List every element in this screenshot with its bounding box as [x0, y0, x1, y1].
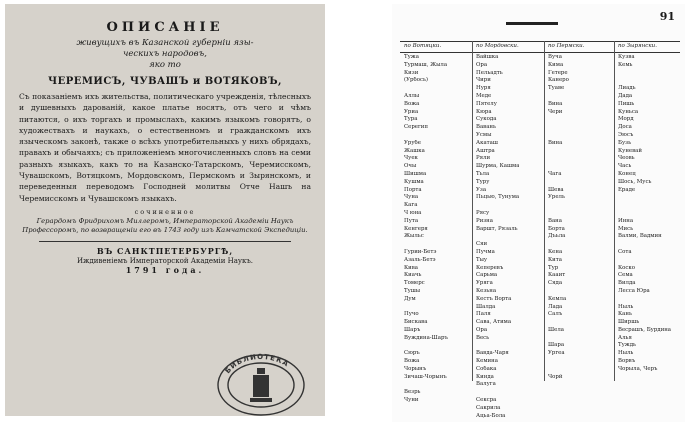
description-paragraph: Съ показаніемъ ихъ жительства, политическаго учрежденія, тѣлесныхъ и душевныхъ дарованій, какое платье носятъ, отъ чего и чѣмъ питаются, о ихъ торгахъ и промыслахъ, какимъ языкомъ говорятъ, о художествахъ и наукахъ, о естественномъ и гражданскомъ ихъ языческомъ законѣ, также о всѣхъ употребительныхъ у нихъ обрядахъ, правахъ и обычаяхъ; съ приложеніемъ многочисленныхъ словъ на семи разныхъ языкахъ, какъ то на Казанско-Татарскомъ, Черемисскомъ, Чувашскомъ, Вотяцкомъ, Мордовскомъ, Пермскомъ и Зырянскомъ, и переведенныя переводомъ Господней молитвы Отче Нашъ на Черемисскомъ и Чувашскомъ языкахъ.	[19, 92, 311, 203]
word-entry	[618, 202, 671, 210]
word-entry: Чири	[476, 77, 491, 84]
word-entry	[548, 155, 569, 163]
column-divider	[472, 41, 473, 381]
word-entry: Шаръ	[404, 326, 421, 333]
word-entry: Кеперевъ	[476, 264, 504, 271]
word-entry: Валуга	[476, 381, 496, 388]
word-entry: Шела	[548, 326, 564, 333]
word-entry: Акаташ	[476, 139, 498, 146]
subtitle-line: яко то	[149, 60, 181, 70]
word-entry: Дада	[618, 92, 633, 99]
word-entry: Уза	[476, 186, 487, 193]
word-entry: Чорй	[548, 373, 563, 380]
word-entry: Ризна	[476, 217, 493, 224]
word-column-votyak	[404, 54, 448, 405]
word-entry: Жашка	[404, 147, 425, 154]
word-entry	[476, 233, 519, 241]
word-entry: Вайшка	[476, 54, 499, 60]
word-entry: Морд	[618, 116, 634, 123]
word-entry: Сяи	[476, 241, 488, 248]
word-entry: Борта	[548, 225, 565, 232]
word-column-mordvin	[476, 54, 519, 420]
word-entry: Аллы	[404, 92, 420, 99]
word-entry: Ныль	[618, 303, 634, 310]
word-entry: Вина	[548, 100, 563, 107]
word-entry	[618, 77, 671, 85]
word-entry: Ч юна	[404, 209, 422, 216]
word-entry: Меде	[476, 92, 492, 99]
word-entry	[548, 163, 569, 171]
subtitle-line: живущихъ въ Казанской губерніи язы-	[76, 38, 254, 48]
word-entry: Шось, Мусь	[618, 178, 652, 185]
word-entry: Паля	[476, 311, 491, 318]
word-entry: Чери	[548, 108, 563, 115]
word-entry	[618, 241, 671, 249]
word-entry	[618, 210, 671, 218]
word-entry: Усмы	[476, 131, 492, 138]
word-entry: Везрь	[404, 389, 421, 396]
subtitle	[19, 38, 311, 71]
word-entry: Кузва	[618, 54, 635, 60]
word-entry: Чеовь	[618, 155, 635, 162]
word-entry: Вожа	[404, 358, 420, 365]
imprint-press: Иждивеніемъ Императорской Академіи Наукъ.	[76, 256, 254, 265]
column-header-mordvin: по Мордовски.	[476, 43, 519, 49]
word-entry: Очы	[404, 163, 417, 170]
word-column-perm	[548, 54, 569, 381]
word-entry: Тыу	[476, 256, 488, 263]
word-entry: Кемина	[476, 358, 498, 365]
word-entry: Ераде	[618, 186, 636, 193]
word-entry: Нуря	[476, 85, 491, 92]
word-entry: Гетере	[548, 69, 568, 76]
word-entry: Сексра	[476, 397, 497, 404]
word-entry	[404, 85, 448, 93]
word-entry: Тушы	[404, 287, 421, 294]
word-entry: Пельадть	[476, 69, 503, 76]
word-entry: Азаль-Бетэ	[404, 256, 436, 263]
word-entry: Чась	[618, 163, 632, 170]
word-entry: Ацьа-Бола	[476, 412, 506, 419]
column-header-perm: по Пермски.	[548, 43, 585, 49]
word-entry: Сяда	[548, 280, 563, 287]
word-entry: Кемла	[548, 295, 567, 302]
word-entry: Кена	[548, 248, 563, 255]
word-entry	[404, 241, 448, 249]
word-entry: Чуна	[404, 194, 419, 201]
word-entry: Чорыла, Черъ	[618, 365, 658, 372]
book-title: ОПИСАНІЕ	[106, 20, 224, 35]
word-entry: Кива	[404, 264, 419, 271]
word-entry: Шишма	[404, 170, 427, 177]
word-entry	[404, 304, 448, 312]
word-entry: Кааит	[548, 272, 566, 279]
word-entry: Ширшь	[618, 319, 640, 326]
table-header-line	[400, 52, 680, 53]
word-entry: Лиадь	[618, 85, 636, 92]
word-entry: Варшт, Рязаль	[476, 225, 518, 232]
word-entry	[476, 342, 519, 350]
word-entry: Туру	[476, 178, 490, 185]
word-entry: Бузь	[618, 139, 632, 146]
word-entry	[404, 342, 448, 350]
word-entry: Коско	[618, 264, 636, 271]
library-stamp	[215, 352, 307, 416]
word-entry: Урель	[548, 194, 565, 201]
word-entry: Чага	[548, 170, 562, 177]
word-entry: Канеро	[548, 77, 569, 84]
word-entry: Бискава	[404, 319, 428, 326]
word-entry	[404, 381, 448, 389]
word-entry: Уряга	[476, 280, 493, 287]
word-entry	[548, 358, 569, 366]
word-entry: Туаве	[548, 85, 565, 92]
word-entry	[548, 241, 569, 249]
word-entry: Эюсъ	[618, 131, 634, 138]
word-entry: Сукода	[476, 116, 497, 123]
word-entry: Шурма, Кашма	[476, 163, 520, 170]
word-entry: Томерс	[404, 280, 425, 287]
word-entry: Турмаш, Жыла	[404, 61, 448, 68]
word-entry: Ворвъ	[618, 358, 636, 365]
word-entry: Вана	[548, 217, 562, 224]
word-entry: (Урбось)	[404, 77, 428, 84]
word-entry: Сарьма	[476, 272, 498, 279]
word-entry	[476, 202, 519, 210]
word-entry	[618, 296, 671, 304]
word-entry: Куневай	[618, 147, 642, 154]
word-entry: Пучо	[404, 311, 419, 318]
word-entry: Кима	[548, 61, 564, 68]
column-header-zyryan: по Зырянски.	[618, 43, 657, 49]
word-entry	[618, 374, 671, 382]
word-entry: Тур	[548, 264, 559, 271]
word-entry: Дум	[404, 295, 416, 302]
word-entry: Алья	[618, 334, 632, 341]
word-entry	[548, 366, 569, 374]
column-divider	[544, 41, 545, 381]
word-entry: Салъ	[548, 311, 563, 318]
word-entry: Тьла	[476, 170, 490, 177]
word-entry: Пьцью, Тунума	[476, 194, 520, 201]
word-entry: Киачь	[404, 272, 422, 279]
word-entry	[548, 116, 569, 124]
imprint-year: 1791 года.	[125, 264, 205, 275]
word-entry	[548, 335, 569, 343]
word-column-zyryan	[618, 54, 671, 389]
page-number: 91	[659, 10, 675, 23]
word-entry: Шара	[548, 342, 565, 349]
word-entry	[548, 179, 569, 187]
word-entry	[548, 319, 569, 327]
word-entry: Чуек	[404, 155, 418, 162]
word-entry: Рясу	[476, 209, 490, 216]
word-entry: Сема	[618, 272, 633, 279]
word-entry	[618, 381, 671, 389]
word-entry: Собака	[476, 365, 497, 372]
word-entry: Пятелу	[476, 100, 497, 107]
word-entry: Серегип	[404, 124, 428, 131]
word-entry: Дъьла	[548, 233, 566, 240]
word-entry: Кемь	[618, 61, 633, 68]
word-entry: Ныль	[618, 350, 634, 357]
word-entry	[476, 389, 519, 397]
stamp-text: БИБЛИОТЕКА	[223, 352, 291, 376]
word-entry: Шалда	[476, 303, 496, 310]
word-entry	[548, 148, 569, 156]
word-entry: Пута	[404, 217, 419, 224]
word-entry: Вавань	[476, 124, 496, 131]
word-entry: Доса	[618, 124, 632, 131]
word-entry	[618, 70, 671, 78]
word-entry: Вавда-Чаря	[476, 350, 509, 357]
composed-label: сочиненное	[134, 207, 196, 216]
word-entry	[548, 124, 569, 132]
word-entry: Зичаш-Чорынъ	[404, 373, 447, 380]
word-entry: Ора	[476, 61, 488, 68]
word-entry: Кестъ Ворта	[476, 295, 512, 302]
header-rule	[506, 22, 558, 25]
imprint-place: ВЪ САНКТПЕТЕРБУРГѢ,	[96, 245, 234, 256]
word-entry	[548, 210, 569, 218]
word-entry: Кань	[618, 311, 632, 318]
word-entry: Аштра	[476, 147, 495, 154]
word-entry: Вожа	[404, 100, 420, 107]
word-entry: Урубе	[404, 139, 421, 146]
word-entry: Конец	[618, 170, 636, 177]
word-entry: Сюръ	[404, 350, 420, 357]
word-entry: Уриа	[404, 108, 419, 115]
word-entry	[548, 288, 569, 296]
word-entry: Кюра	[476, 108, 492, 115]
word-entry: Чуни	[404, 397, 419, 404]
word-entry: Мись	[618, 225, 634, 232]
word-entry: Сота	[618, 248, 632, 255]
column-header-votyak: по Вотяцки.	[404, 43, 442, 49]
word-entry: Пучма	[476, 248, 495, 255]
word-entry: Туждь	[618, 342, 636, 349]
subtitle-line: ческихъ народовъ,	[123, 49, 207, 59]
word-entry: Тужа	[404, 54, 419, 60]
word-entry: Ургеа	[548, 350, 565, 357]
word-entry: Вуждина-Шаръ	[404, 334, 448, 341]
column-divider	[614, 41, 615, 381]
table-top-line	[400, 41, 680, 42]
word-entry: Весь	[476, 334, 490, 341]
word-entry	[548, 132, 569, 140]
peoples-heading: ЧЕРЕМИСЪ, ЧУВАШЪ и ВОТЯКОВЪ,	[47, 76, 283, 87]
word-entry	[548, 202, 569, 210]
word-entry: Ряли	[476, 155, 491, 162]
author-line: Герардомъ Фридрихомъ Миллеромъ, Императорской Академіи Наукъ Профессоромъ, по возвращеніи его въ 1743 году изъ Камчатской Экспедиціи.	[22, 216, 308, 235]
word-entry: Чорынъ	[404, 365, 427, 372]
word-list-page	[392, 4, 685, 422]
word-entry: Весрашъ, Бурдина	[618, 326, 672, 333]
word-entry: Шева	[548, 186, 564, 193]
word-entry: Пишь	[618, 100, 635, 107]
word-entry: Кенгеря	[404, 225, 428, 232]
word-entry: Кизи	[404, 69, 419, 76]
word-entry: Кага	[404, 202, 418, 209]
word-entry: Инна	[618, 217, 634, 224]
word-entry: Сакрила	[476, 404, 501, 411]
word-entry: Гурии-Бетэ	[404, 248, 437, 255]
word-entry: Лада	[548, 303, 563, 310]
word-entry: Валми, Вадмин	[618, 233, 662, 240]
word-entry: Вилда	[618, 280, 636, 287]
word-entry: Тура	[404, 116, 418, 123]
word-entry: Ора	[476, 326, 488, 333]
word-entry	[404, 132, 448, 140]
word-entry	[618, 257, 671, 265]
word-entry: Куньса	[618, 108, 639, 115]
word-entry: Кушма	[404, 178, 424, 185]
word-entry: Жыльс	[404, 233, 424, 240]
word-entry: Лесса Юра	[618, 287, 650, 294]
word-entry: Вина	[548, 139, 563, 146]
word-entry	[548, 93, 569, 101]
word-entry: Кинда	[476, 373, 494, 380]
word-entry: Кита	[548, 256, 562, 263]
word-entry: Вуча	[548, 54, 562, 60]
title-page	[5, 4, 325, 416]
word-entry: Сава, Атима	[476, 319, 512, 326]
word-entry: Порта	[404, 186, 422, 193]
divider	[39, 241, 291, 242]
word-entry	[618, 194, 671, 202]
word-entry: Кезьна	[476, 287, 497, 294]
